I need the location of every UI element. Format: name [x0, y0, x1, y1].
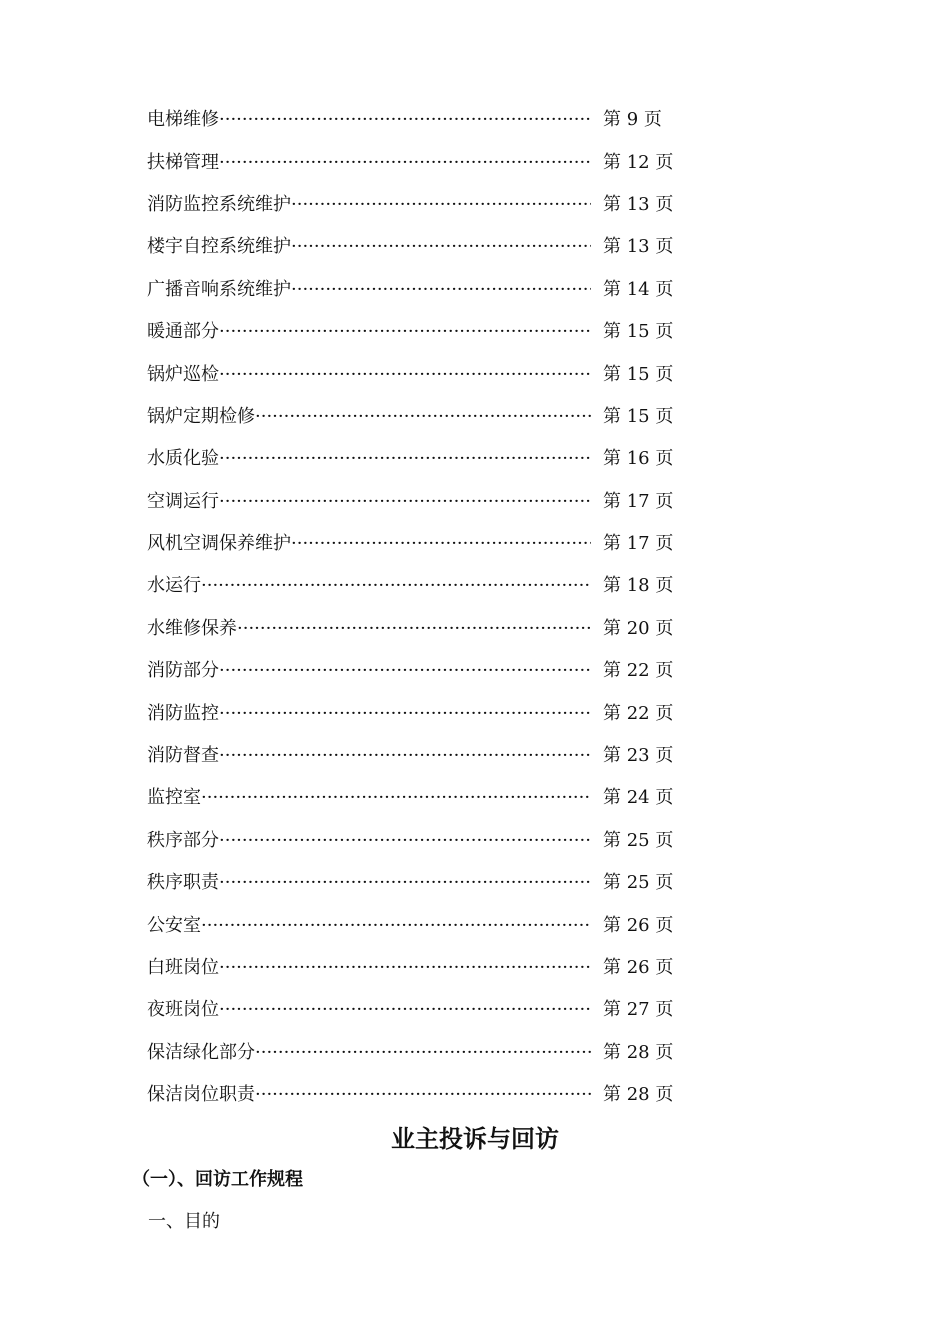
toc-entry-page: 第 28 页	[603, 1041, 674, 1063]
toc-entry	[147, 438, 674, 480]
toc-entry-title: 空调运行	[147, 490, 219, 512]
toc-entry-title: 公安室	[147, 914, 201, 936]
section-heading: 业主投诉与回访	[391, 1124, 559, 1153]
toc-entry-title: 扶梯管理	[147, 151, 219, 173]
toc-entry-title: 监控室	[147, 787, 201, 809]
toc-entry	[147, 523, 674, 565]
toc-entry	[147, 141, 674, 183]
toc-dot-leader	[291, 535, 591, 553]
toc-entry-title: 消防监控	[147, 702, 219, 724]
toc-entry-title: 广播音响系统维护	[147, 278, 291, 300]
toc-entry	[147, 650, 674, 692]
toc-entry-page: 第 25 页	[603, 829, 674, 851]
toc-entry-page: 第 22 页	[603, 660, 674, 682]
toc-entry-page: 第 17 页	[603, 490, 674, 512]
toc-entry-title: 秩序职责	[147, 872, 219, 894]
toc-entry	[147, 396, 674, 438]
toc-entry	[147, 989, 674, 1031]
toc-entry	[147, 226, 674, 268]
toc-dot-leader	[219, 747, 591, 765]
toc-entry-page: 第 13 页	[603, 193, 674, 215]
toc-entry-page: 第 18 页	[603, 575, 674, 597]
toc-dot-leader	[291, 281, 591, 299]
toc-dot-leader	[291, 238, 591, 256]
toc-entry-title: 楼宇自控系统维护	[147, 236, 291, 258]
toc-dot-leader	[219, 154, 591, 172]
toc-dot-leader	[219, 959, 591, 977]
section-paragraph: 一、目的	[148, 1211, 220, 1232]
toc-dot-leader	[291, 196, 591, 214]
toc-entry-title: 电梯维修	[147, 109, 219, 131]
toc-entry-title: 保洁岗位职责	[147, 1084, 255, 1106]
toc-dot-leader	[201, 917, 591, 935]
toc-dot-leader	[219, 874, 591, 892]
toc-entry-page: 第 23 页	[603, 745, 674, 767]
toc-dot-leader	[219, 111, 591, 129]
toc-dot-leader	[237, 620, 591, 638]
toc-entry-title: 消防督查	[147, 745, 219, 767]
toc-entry-page: 第 28 页	[603, 1084, 674, 1106]
toc-entry	[147, 353, 674, 395]
toc-entry	[147, 269, 674, 311]
toc-dot-leader	[255, 1044, 591, 1062]
toc-entry	[147, 565, 674, 607]
toc-entry	[147, 735, 674, 777]
toc-entry-page: 第 14 页	[603, 278, 674, 300]
toc-entry-title: 风机空调保养维护	[147, 533, 291, 555]
toc-dot-leader	[255, 408, 591, 426]
toc-entry	[147, 1032, 674, 1074]
toc-entry-title: 锅炉定期检修	[147, 405, 255, 427]
toc-entry-page: 第 20 页	[603, 617, 674, 639]
toc-entry-page: 第 22 页	[603, 702, 674, 724]
toc-entry-page: 第 12 页	[603, 151, 674, 173]
toc-entry-title: 锅炉巡检	[147, 363, 219, 385]
toc-entry-title: 暖通部分	[147, 321, 219, 343]
toc-entry-page: 第 15 页	[603, 363, 674, 385]
toc-entry	[147, 692, 674, 734]
toc-entry	[147, 311, 674, 353]
toc-dot-leader	[219, 662, 591, 680]
toc-entry	[147, 820, 674, 862]
toc-dot-leader	[201, 577, 591, 595]
toc-dot-leader	[219, 450, 591, 468]
toc-dot-leader	[219, 1001, 591, 1019]
toc-dot-leader	[201, 789, 591, 807]
toc-dot-leader	[219, 832, 591, 850]
toc-entry	[147, 904, 674, 946]
toc-entry	[147, 99, 667, 141]
toc-entry-page: 第 15 页	[603, 321, 674, 343]
table-of-contents	[147, 99, 674, 1116]
toc-entry-title: 消防监控系统维护	[147, 193, 291, 215]
toc-entry-title: 水质化验	[147, 448, 219, 470]
toc-entry-page: 第 26 页	[603, 914, 674, 936]
toc-entry-page: 第 27 页	[603, 999, 674, 1021]
toc-entry-page: 第 16 页	[603, 448, 674, 470]
toc-dot-leader	[219, 323, 591, 341]
toc-entry-page: 第 17 页	[603, 533, 674, 555]
toc-entry-title: 消防部分	[147, 660, 219, 682]
toc-entry-page: 第 15 页	[603, 405, 674, 427]
toc-dot-leader	[219, 493, 591, 511]
toc-entry-title: 水维修保养	[147, 617, 237, 639]
toc-entry-title: 水运行	[147, 575, 201, 597]
toc-entry	[147, 481, 674, 523]
section-subheading: （一）、回访工作规程	[132, 1169, 303, 1190]
toc-entry-title: 白班岗位	[147, 957, 219, 978]
toc-entry-page: 第 9 页	[603, 109, 662, 131]
toc-entry-page: 第 25 页	[603, 872, 674, 894]
toc-entry	[147, 184, 674, 226]
toc-entry-title: 保洁绿化部分	[147, 1041, 255, 1063]
toc-entry-page: 第 13 页	[603, 236, 674, 258]
toc-entry-page: 第 24 页	[603, 787, 674, 809]
toc-entry	[147, 777, 674, 819]
toc-dot-leader	[219, 705, 591, 723]
toc-dot-leader	[219, 366, 591, 384]
toc-entry-page: 第 26 页	[603, 957, 674, 978]
toc-dot-leader	[255, 1086, 591, 1104]
toc-entry	[147, 862, 674, 904]
toc-entry	[147, 608, 674, 650]
toc-entry-title: 秩序部分	[147, 829, 219, 851]
toc-entry	[147, 947, 674, 989]
toc-entry-title: 夜班岗位	[147, 999, 219, 1021]
toc-entry	[147, 1074, 674, 1116]
